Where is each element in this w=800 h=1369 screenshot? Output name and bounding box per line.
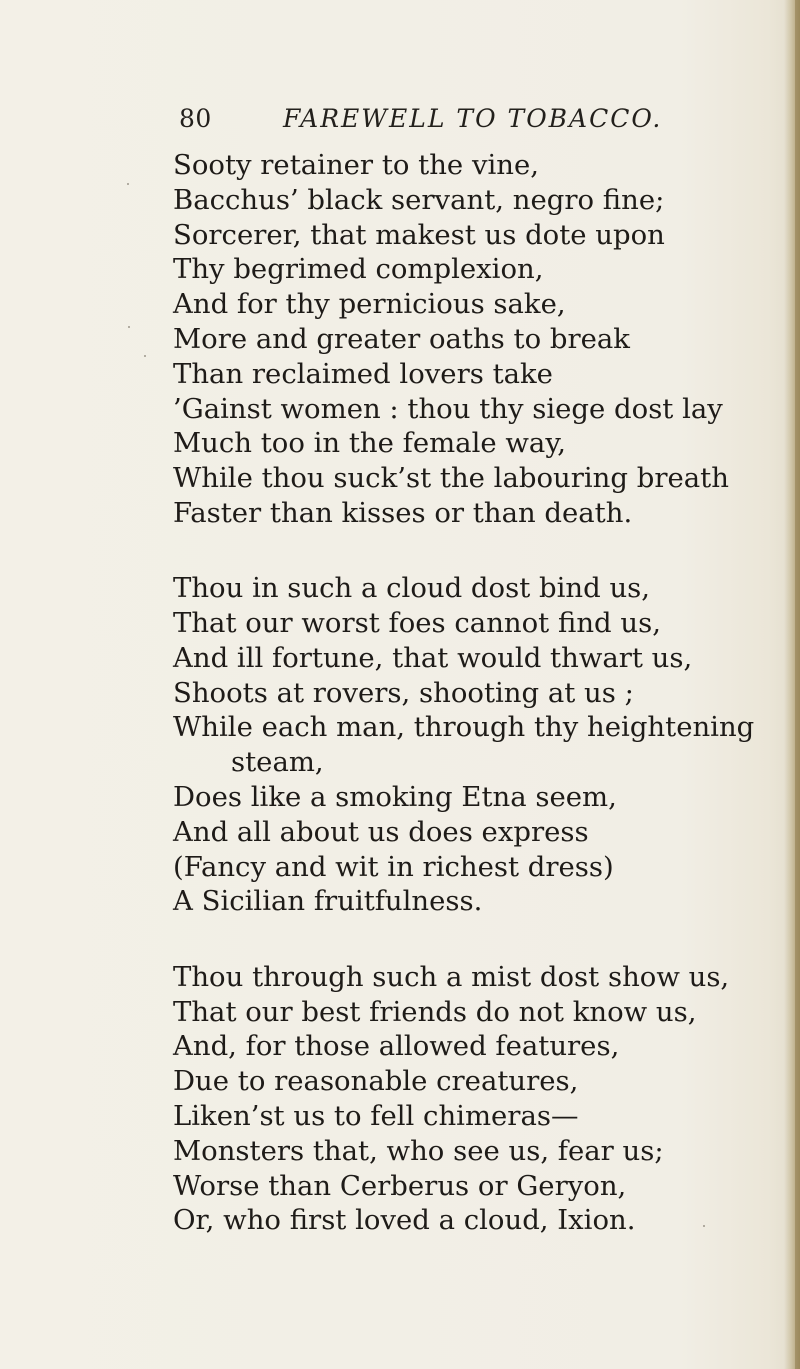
poem-line: Worse than Cerberus or Geryon, [173, 1169, 627, 1202]
poem-line: While thou suck’st the labouring breath [173, 462, 729, 495]
paper-speck [128, 326, 130, 328]
poem-line: Than reclaimed lovers take [173, 357, 553, 390]
paper-speck [144, 355, 146, 357]
poem-text [173, 148, 773, 1279]
poem-line: A Sicilian fruitfulness. [173, 885, 483, 918]
page-number: 80 [179, 104, 212, 133]
poem-line: Or, who first loved a cloud, Ixion. [173, 1204, 636, 1237]
poem-line: (Fancy and wit in richest dress) [173, 850, 614, 883]
poem-line: Due to reasonable creatures, [173, 1065, 579, 1098]
poem-line: Faster than kisses or than death. [173, 496, 633, 529]
poem-line: And ill fortune, that would thwart us, [173, 641, 693, 674]
poem-line: And for thy pernicious sake, [173, 288, 566, 321]
poem-line: Monsters that, who see us, fear us; [173, 1134, 664, 1167]
poem-line: Thy begrimed complexion, [173, 253, 544, 286]
page-edge [795, 0, 800, 1369]
poem-line: Bacchus’ black servant, negro fine; [173, 183, 665, 216]
poem-line: And, for those allowed features, [173, 1030, 620, 1063]
poem-line: Liken’st us to fell chimeras— [173, 1099, 579, 1132]
poem-line: Thou in such a cloud dost bind us, [173, 572, 651, 605]
running-title: FAREWELL TO TOBACCO. [283, 104, 663, 133]
poem-line: More and greater oaths to break [173, 322, 630, 355]
poem-line: That our worst foes cannot find us, [173, 607, 661, 640]
poem-line: Much too in the female way, [173, 427, 566, 460]
paper-speck [703, 1225, 705, 1227]
poem-line: Sooty retainer to the vine, [173, 149, 539, 181]
stanza-3 [173, 960, 773, 1238]
poem-line: Sorcerer, that makest us dote upon [173, 218, 665, 251]
poem-line: ’Gainst women : thou thy siege dost lay [173, 392, 723, 425]
page-header [179, 104, 719, 144]
poem-line: Thou through such a mist dost show us, [173, 960, 730, 993]
paper-speck [127, 183, 129, 185]
poem-line: Does like a smoking Etna seem, [173, 781, 617, 814]
poem-line: While each man, through thy heightening [173, 711, 755, 744]
stanza-1 [173, 148, 773, 531]
poem-line: Shoots at rovers, shooting at us ; [173, 676, 634, 709]
poem-line: That our best friends do not know us, [173, 995, 697, 1028]
poem-line-turnover: steam, [231, 746, 324, 779]
poem-line: And all about us does express [173, 815, 589, 848]
stanza-2 [173, 571, 773, 919]
